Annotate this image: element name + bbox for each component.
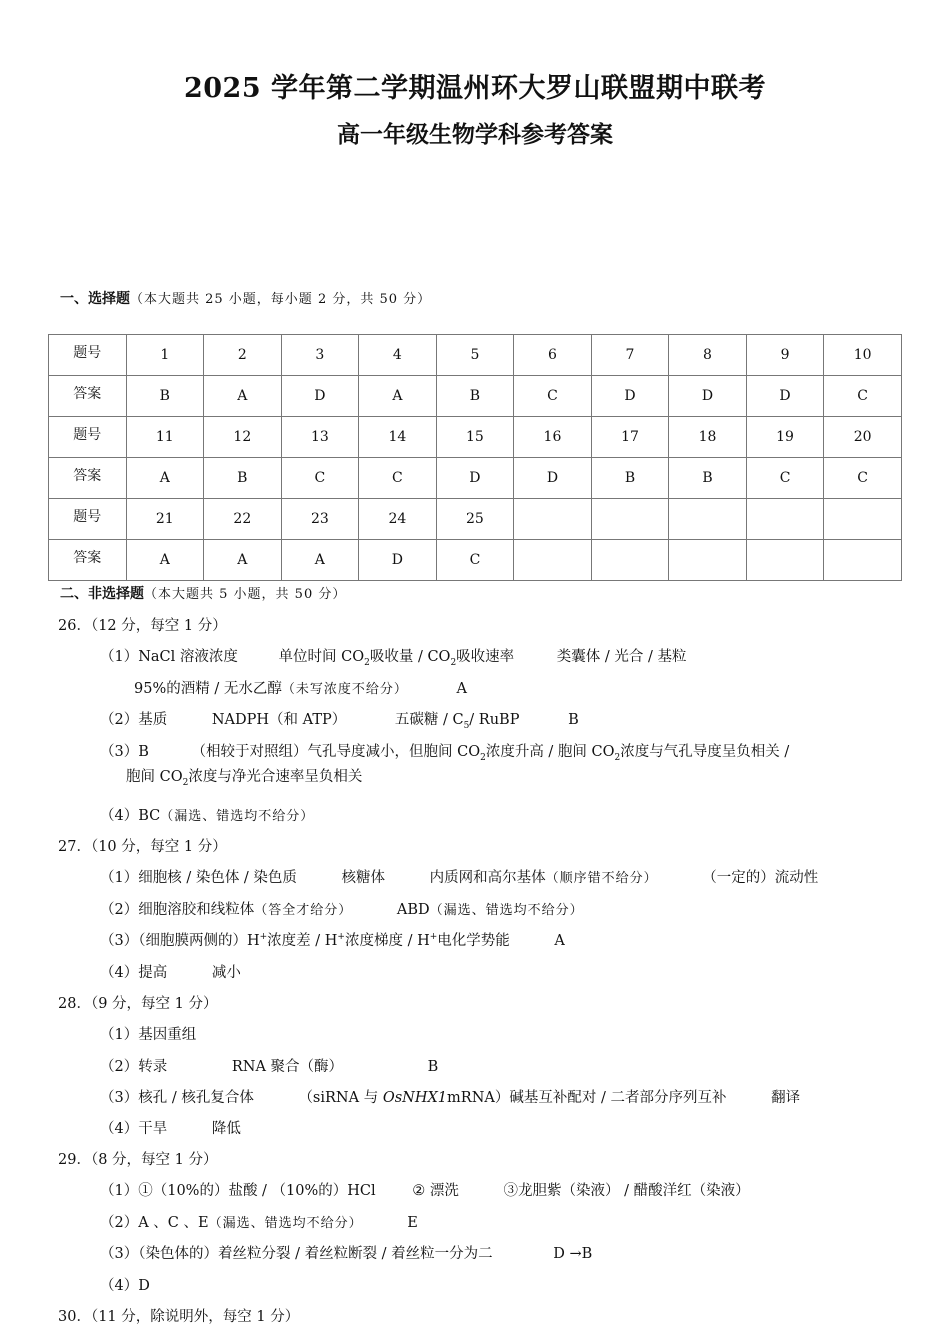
section1-label: 一、选择题 (60, 291, 130, 307)
row-label-question: 题号 (49, 499, 127, 540)
answer-cell: C (436, 540, 514, 581)
answer-cell: A (359, 376, 437, 417)
q27-line1: （1）细胞核 / 染色体 / 染色质 核糖体 内质网和高尔基体（顺序错不给分） （一定的）流动性 (100, 870, 819, 886)
answer-cell: C (359, 458, 437, 499)
question-number-cell: 10 (824, 335, 902, 376)
row-label-answer: 答案 (49, 458, 127, 499)
question-number-cell: 3 (281, 335, 359, 376)
q26-line6: （4）BC（漏选、错选均不给分） (100, 808, 315, 824)
question-number-cell: 16 (514, 417, 592, 458)
row-label-answer: 答案 (49, 376, 127, 417)
question-number-cell: 6 (514, 335, 592, 376)
question-number-row (49, 499, 902, 540)
question-number-cell: 22 (204, 499, 282, 540)
q28-line2: （2）转录 RNA 聚合（酶） B (100, 1059, 439, 1075)
question-number-cell: 7 (591, 335, 669, 376)
q26-line1: （1）NaCl 溶液浓度 单位时间 $CO_2$吸收量 / $CO_2$吸收速率 类囊体 / 光合 / 基粒 (100, 649, 687, 668)
answer-cell: D (591, 376, 669, 417)
q29-heading: 29．（8 分，每空 1 分） (58, 1152, 218, 1168)
answer-cell: D (359, 540, 437, 581)
section2-label: 二、非选择题 (60, 586, 144, 602)
q29-line3: （3）（染色体的）着丝粒分裂 / 着丝粒断裂 / 着丝粒一分为二 D →B (100, 1246, 593, 1262)
q29-line4: （4）D (100, 1278, 150, 1294)
q27-heading: 27．（10 分，每空 1 分） (58, 839, 227, 855)
question-number-cell (591, 499, 669, 540)
question-number-cell: 12 (204, 417, 282, 458)
answer-cell: A (281, 540, 359, 581)
q30-heading: 30．（11 分，除说明外，每空 1 分） (58, 1309, 300, 1325)
answer-cell: B (591, 458, 669, 499)
question-number-cell: 8 (669, 335, 747, 376)
question-number-cell: 23 (281, 499, 359, 540)
answer-cell: D (281, 376, 359, 417)
q28-line1: （1）基因重组 (100, 1027, 197, 1043)
answer-cell (824, 540, 902, 581)
q28-line4: （4）干旱 降低 (100, 1121, 241, 1137)
answer-cell: A (204, 540, 282, 581)
row-label-question: 题号 (49, 417, 127, 458)
q29-line1: （1）①（10%的）盐酸 / （10%的）HCl ② 漂洗 ③龙胆紫（染液） / 醋酸洋红（染液） (100, 1183, 750, 1199)
q27-line4: （4）提高 减小 (100, 965, 241, 981)
question-number-cell: 25 (436, 499, 514, 540)
answer-cell: A (126, 540, 204, 581)
answer-cell (591, 540, 669, 581)
q26-line5: 胞间 $CO_2$浓度与净光合速率呈负相关 (126, 769, 363, 788)
answer-row (49, 458, 902, 499)
section2-note: （本大题共 5 小题，共 50 分） (144, 587, 347, 602)
page-subtitle: 高一年级生物学科参考答案 (337, 121, 613, 148)
q28-heading: 28．（9 分，每空 1 分） (58, 996, 218, 1012)
answer-cell: A (126, 458, 204, 499)
co2-formula: $CO_2$ (427, 649, 457, 668)
answer-cell (514, 540, 592, 581)
answer-cell: D (514, 458, 592, 499)
answer-cell: C (824, 458, 902, 499)
answer-row (49, 540, 902, 581)
q29-line2: （2）A 、C 、E（漏选、错选均不给分） E (100, 1215, 418, 1231)
section1-heading (60, 288, 431, 308)
answer-table (48, 334, 902, 581)
question-number-cell: 19 (746, 417, 824, 458)
question-number-cell: 14 (359, 417, 437, 458)
answer-cell: C (824, 376, 902, 417)
answer-cell: C (514, 376, 592, 417)
question-number-cell: 4 (359, 335, 437, 376)
answer-cell: B (669, 458, 747, 499)
section2-heading (60, 583, 346, 603)
answer-cell: D (436, 458, 514, 499)
question-number-cell: 21 (126, 499, 204, 540)
answer-cell: C (281, 458, 359, 499)
q26-ans-1c: 类囊体 / 光合 / 基粒 (556, 649, 687, 665)
question-number-cell: 24 (359, 499, 437, 540)
question-number-row (49, 417, 902, 458)
row-label-answer: 答案 (49, 540, 127, 581)
answer-cell: D (669, 376, 747, 417)
q26-line2: 95%的酒精 / 无水乙醇（未写浓度不给分） A (134, 681, 467, 697)
question-number-cell: 13 (281, 417, 359, 458)
co2-formula: $CO_2$ (341, 649, 370, 668)
question-number-cell (669, 499, 747, 540)
q26-heading: 26．（12 分，每空 1 分） (58, 618, 227, 634)
q26-ans-1a: （1）NaCl 溶液浓度 (100, 649, 238, 665)
question-number-cell: 2 (204, 335, 282, 376)
answer-cell (669, 540, 747, 581)
answer-cell: B (204, 458, 282, 499)
q26-line4: （3）B （相较于对照组）气孔导度减小，但胞间 $CO_2$浓度升高 / 胞间 $CO_2$浓度与气孔导度呈负相关 / (100, 744, 790, 763)
question-number-cell: 17 (591, 417, 669, 458)
answer-cell: C (746, 458, 824, 499)
q27-line3: （3）（细胞膜两侧的）H+浓度差 / H+浓度梯度 / H+电化学势能 A (100, 932, 565, 949)
answer-cell: B (436, 376, 514, 417)
answer-cell: D (746, 376, 824, 417)
answer-row (49, 376, 902, 417)
question-number-cell: 5 (436, 335, 514, 376)
question-number-cell (824, 499, 902, 540)
page-title: 2025 学年第二学期温州环大罗山联盟期中联考 (183, 73, 767, 104)
q27-line2: （2）细胞溶胶和线粒体（答全才给分） ABD（漏选、错选均不给分） (100, 902, 584, 918)
question-number-cell (746, 499, 824, 540)
answer-cell: A (204, 376, 282, 417)
section1-note: （本大题共 25 小题，每小题 2 分，共 50 分） (130, 292, 432, 307)
question-number-cell: 11 (126, 417, 204, 458)
answer-cell (746, 540, 824, 581)
answer-cell: B (126, 376, 204, 417)
question-number-cell: 20 (824, 417, 902, 458)
q26-line3: （2）基质 NADPH（和 ATP） 五碳糖 / $C_5/$ RuBP B (100, 712, 579, 731)
question-number-row (49, 335, 902, 376)
row-label-question: 题号 (49, 335, 127, 376)
question-number-cell (514, 499, 592, 540)
question-number-cell: 1 (126, 335, 204, 376)
q26-ans-1b: 单位时间 (278, 649, 337, 665)
question-number-cell: 15 (436, 417, 514, 458)
question-number-cell: 9 (746, 335, 824, 376)
question-number-cell: 18 (669, 417, 747, 458)
q28-line3: （3）核孔 / 核孔复合体 （siRNA 与 OsNHX1mRNA）碱基互补配对 / 二者部分序列互补 翻译 (100, 1090, 801, 1106)
